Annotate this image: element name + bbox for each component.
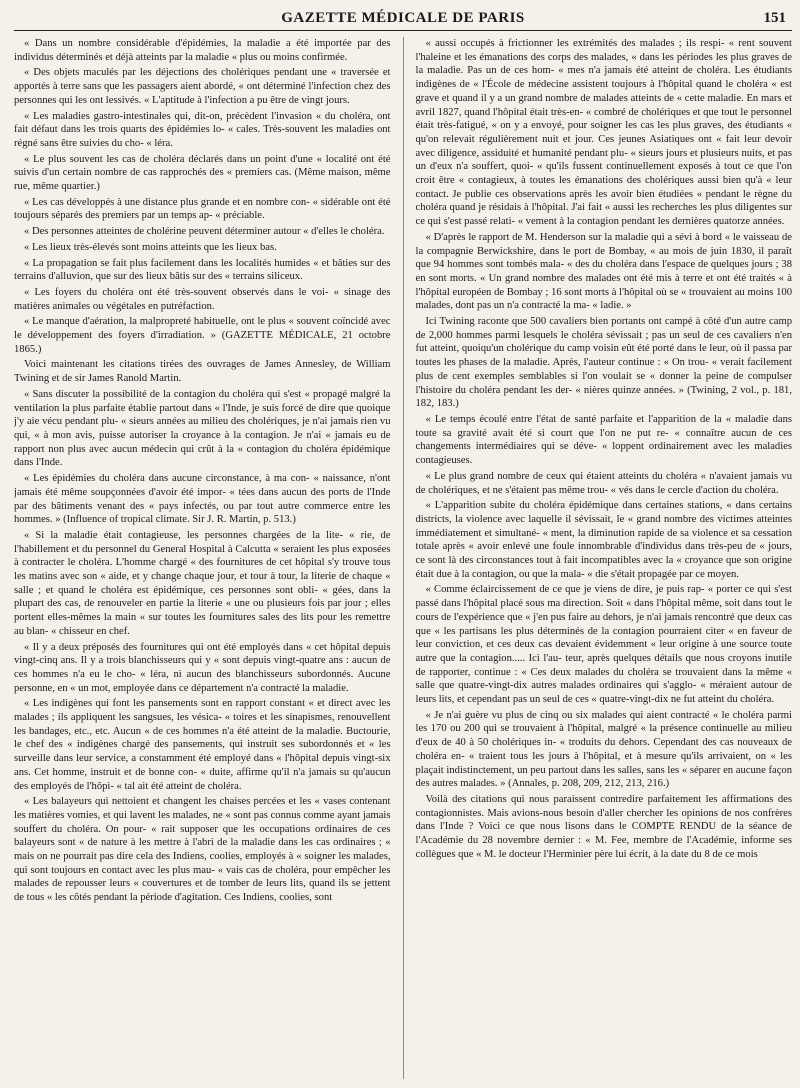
left-paragraph: « Les épidémies du choléra dans aucune circonstance, à ma con- « naissance, n'ont jamais été même soupçonnées d'avoir été impor- « tées dans aucun des ports de l'Inde par des bâtiments venant des « pays infectés, ou par tout autre commerce entre les hommes. » (Influence of tropical climate. Sir J. R. Martin, p. 513.)	[14, 473, 391, 526]
left-paragraph: « Les balayeurs qui nettoient et changent les chaises percées et les « vases contenant les matières vomies, et qui lavent les malades, ne « sont pas connus comme ayant jamais souffert du choléra. On pour- « rait supposer que les occupations ordinaires de ces balayeurs sont « de nature à les mettre à l'abri de la maladie dans les cas ordinaires ; « mais on ne pourrait pas dire cela des Indiens, coolies, employés à « soigner les malades, qui sont toujours en contact avec les plus mau- « vais cas de choléra, pour empêcher les malades de repousser leurs « couvertures et de tomber de leurs lits, quand ils se jettent de tous « les côtés pendant la période d'agitation. Ces Indiens, coolies, sont	[14, 796, 391, 904]
page-header	[14, 0, 792, 31]
right-paragraph: Voilà des citations qui nous paraissent contredire parfaitement les affirmations des contagionnistes. Mais avions-nous besoin d'aller chercher les opinions de nos confrères dans l'Inde ? Voici ce que nous lisons dans le COMPTE RENDU de la séance de l'Académie du 28 novembre dernier : « M. Fee, membre de l'Académie, informe ses collègues que « M. le docteur l'Herminier père lui écrit, à la date du 8 de ce mois	[415, 793, 792, 860]
left-paragraph: « La propagation se fait plus facilement dans les localités humides « et bâties sur des terrains d'alluvion, que sur des lieux bâtis sur des « terrains siliceux.	[14, 257, 391, 283]
right-paragraph: « aussi occupés à frictionner les extrémités des malades ; ils respi- « rent souvent l'haleine et les émanations des corps des malades, « dans les périodes les plus graves de la maladie. Pas un de ces hom- « mes n'a jamais été atteint de choléra. Les étudiants indigènes de « l'École de médecine assistent toujours à l'hôpital quand le choléra « est grave et quand il y a un grand nombre de malades atteints de « cette maladie. En mars et avril 1827, quand l'hôpital était très-en- « combré de cholériques et que tout le personnel était très-fatigué, « on y a envoyé, pour soigner les cas les plus graves, des étudiants « qu'on relevait régulièrement nuit et jour. Ces jeunes Asiatiques ont « fait leur devoir avec diligence, assiduité et humanité pendant plu- « sieurs jours et plusieurs nuits, et pas un d'eux n'a souffert, quoi- « qu'ils fussent continuellement exposés à tout ce que l'on croit être « contagieux, à toutes les émanations des cholériques aussi bien qu'à « leur contact. Je publie ces observations après les avoir bien étudiées « pendant le règne du choléra quand je résidais à l'hôpital. J'ai fait « aussi les recherches les plus diligentes sur ce qui s'est passé relati- « vement à la contagion pendant les dernières quatorze années.	[415, 38, 792, 228]
left-paragraph: « Le manque d'aération, la malpropreté habituelle, ont le plus « souvent coïncidé avec le développement des foyers d'irradiation. » (GAZETTE MÉDICALE, 21 octobre 1865.)	[14, 316, 391, 355]
left-paragraph: « Des objets maculés par les déjections des cholériques pendant une « traversée et apportés à terre sans que les passagers aient abordé, « ont déterminé l'infection chez des personnes qui les ont lessivés. « L'aptitude à l'infection a pu être de vingt jours.	[14, 67, 391, 106]
left-paragraph: « Les foyers du choléra ont été très-souvent observés dans le voi- « sinage des matières animales ou végétales en putréfaction.	[14, 286, 391, 312]
column-divider	[403, 37, 404, 1079]
left-paragraph: « Les maladies gastro-intestinales qui, dit-on, précèdent l'invasion « du choléra, ont fait défaut dans les trois quarts des épidémies lo- « cales. Très-souvent les maladies ont régné sans être suivies du cho- « léra.	[14, 110, 391, 149]
right-paragraph: « Comme éclaircissement de ce que je viens de dire, je puis rap- « porter ce qui s'est passé dans l'hôpital placé sous ma direction. Soit « dans l'hôpital même, soit dans tout le cours de l'expérience que « j'en pus faire au dehors, je n'ai jamais rencontré que deux cas que « les partisans les plus déterminés de la contagion pourraient citer « en faveur de leur conviction, et ces deux cas devaient évidemment « leur origine à une source toute autre que la contagion..... Ici l'au- teur, après quelques détails que nous croyons inutile de rapporter, continue : « Ces deux malades du choléra se trouvaient dans la même « salle que quatre-vingt-dix autres malades ordinaires qui s'agglo- « méraient autour de leurs lits, et cependant pas un seul de ces « quatre-vingt-dix ne fut atteint du choléra.	[415, 584, 792, 706]
journal-title: GAZETTE MÉDICALE DE PARIS	[281, 10, 525, 26]
left-paragraph: « Sans discuter la possibilité de la contagion du choléra qui s'est « propagé malgré la ventilation la plus parfaite établie partout dans « l'Inde, je suis forcé de dire que quoique j'y aie vécu pendant plu- « sieurs années au milieu des cholériques, je n'ai jamais rien vu qui, « à mon avis, puisse autoriser la croyance à la contagion. Je n'ai « jamais eu de rapport non plus avec aucun médecin qui crût à la « contagion du choléra épidémique dans l'Inde.	[14, 388, 391, 469]
left-paragraph: « Les indigènes qui font les pansements sont en rapport constant « et direct avec les malades ; ils appliquent les sangsues, les vésica- « toires et les sinapismes, renouvellent les bandages, etc., etc. Aucun « de ces hommes n'a été atteint de la maladie. Buctourie, le chef des « indigènes chargé des pansements, qui instruit ses subordonnés et « les surveille dans leur service, a constamment été employé dans « l'hôpital depuis vingt-six ans. Cet homme, instruit et de bonne con- « duite, affirme qu'il n'a jamais su qu'aucun des employés de l'hôpi- « tal ait été atteint de choléra.	[14, 698, 391, 792]
right-paragraph: « Le temps écoulé entre l'état de santé parfaite et l'apparition de la « maladie dans toute sa gravité avait été si court que l'on ne put re- « connaître aucun de ces changements intermédiaires qui se déve- « loppent ordinairement avec les maladies contagieuses.	[415, 413, 792, 467]
right-column	[416, 37, 793, 1079]
right-paragraph: « L'apparition subite du choléra épidémique dans certaines stations, « dans certains districts, la violence avec laquelle il sévissait, le « grand nombre des victimes atteintes immédiatement et simultané- « ment, la diminution rapide de sa violence et sa cessation totale après « avoir enlevé une foule innombrable d'individus dans très-peu de « jours, ce sont là des circonstances tout à fait incompatibles avec la « croyance que son origine était due à la contagion, ou que la mala- « die s'était propagée par ce moyen.	[415, 500, 792, 580]
right-paragraph: « Le plus grand nombre de ceux qui étaient atteints du choléra « n'avaient jamais vu de cholériques, et ne s'étaient pas même trou- « vés dans le cercle d'action du choléra.	[415, 470, 792, 496]
right-paragraph: « Je n'ai guère vu plus de cinq ou six malades qui aient contracté « le choléra parmi les 170 ou 200 qui se trouvaient à l'hôpital, malgré « la présence continuelle au milieu d'eux de 40 à 50 cholériques in- « troduits du dehors. Cependant des cas nouveaux de choléra en- « traient tous les jours à l'hôpital, et à mesure qu'ils arrivaient, on « les plaçait indistinctement, un peu partout dans les salles, sans les « séparer en aucune façon des autres malades. » (Annales, p. 208, 209, 212, 213, 216.)	[415, 709, 792, 790]
left-paragraph: Voici maintenant les citations tirées des ouvrages de James Annesley, de William Twining et de sir James Ranold Martin.	[14, 359, 391, 385]
text-columns	[14, 37, 792, 1079]
left-paragraph: « Des personnes atteintes de cholérine peuvent déterminer autour « d'elles le choléra.	[24, 226, 385, 238]
right-paragraph: Ici Twining raconte que 500 cavaliers bien portants ont campé à côté d'un autre camp de 2,000 hommes parmi lesquels le choléra sévissait ; pas un seul de ces cavaliers n'en fut atteint, quoiqu'un cholérique du camp voisin eût été porté dans le leur, où il passa par toutes les phases de la maladie. Après, l'auteur continue : « On trou- « verait facilement plus de cent exemples semblables si l'on voulait se « donner la peine de compulser l'histoire du choléra pendant les der- « nières quinze années. » (Twining, 2 vol., p. 181, 182, 183.)	[415, 316, 792, 410]
left-column	[14, 37, 391, 1079]
left-paragraph: « Les cas développés à une distance plus grande et en nombre con- « sidérable ont été toujours séparés des premiers par un temps ap- « préciable.	[14, 196, 391, 222]
right-paragraph: « D'après le rapport de M. Henderson sur la maladie qui a sévi à bord « le vaisseau de la compagnie Berwickshire, dans le port de Bombay, « au mois de juin 1830, il paraît que 94 hommes sont tombés mala- « des du choléra dans l'espace de quelques jours ; 38 en sont morts. « Un grand nombre des malades ont été mis à terre et ont été traités « à l'hôpital européen de Bombay ; 16 sont morts à l'hôpital où se « trouvaient au moins 100 malades, dont pas un n'a contracté la ma- « ladie. »	[415, 231, 792, 312]
left-paragraph: « Il y a deux préposés des fournitures qui ont été employés dans « cet hôpital depuis vingt-cinq ans. Il y a trois blanchisseurs qui y « sont depuis vingt-quatre ans : aucun de ces hommes n'a eu le cho- « léra, ni aucun des blanchisseurs subordonnés. Aucune personne, en « un mot, employée dans ce département n'a contracté la maladie.	[14, 641, 391, 694]
left-paragraph: « Le plus souvent les cas de choléra déclarés dans un point d'une « localité ont été suivis d'un certain nombre de cas rapprochés des « premiers cas. (Même maison, même rue, même quartier.)	[14, 153, 391, 193]
page-number: 151	[763, 10, 786, 26]
left-paragraph: « Dans un nombre considérable d'épidémies, la maladie a été importée par des individus déterminés et déjà atteints par la maladie « plus ou moins confirmée.	[14, 38, 391, 63]
left-paragraph: « Si la maladie était contagieuse, les personnes chargées de la lite- « rie, de l'habillement et du personnel du General Hospital à Calcutta « seraient les plus exposées à contracter le choléra. L'homme chargé « des fournitures de cet hôpital s'y trouve tous les matins avec son « aide, et y change chaque jour, et tour à tour, la literie de chaque « salle ; et quand le choléra est épidémique, ces personnes sont obli- « gées, dans la plupart des cas, de renouveler en partie la literie « une ou plusieurs fois par jour ; elles portent elles-mêmes la main « sur toutes les fournitures sales des lits pour les remettre au blan- « chisseur en chef.	[14, 529, 391, 637]
left-paragraph: « Les lieux très-élevés sont moins atteints que les lieux bas.	[24, 241, 277, 253]
